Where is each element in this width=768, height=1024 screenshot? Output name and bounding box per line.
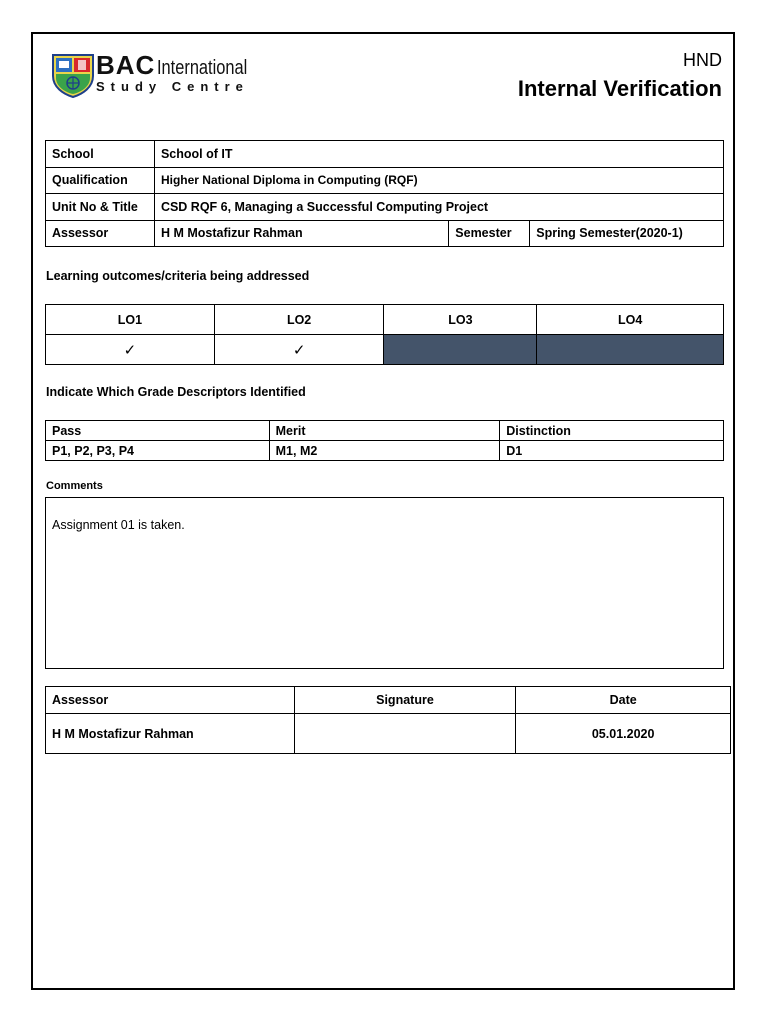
lo4-shaded-cell	[537, 335, 724, 365]
comments-label: Comments	[46, 480, 103, 492]
distinction-header: Distinction	[500, 421, 724, 441]
pass-header: Pass	[46, 421, 270, 441]
table-row	[46, 441, 724, 461]
logo-sub-text: Study Centre	[96, 79, 249, 94]
school-label: School	[46, 141, 155, 168]
signoff-table	[45, 686, 731, 754]
assessor-value: H M Mostafizur Rahman	[154, 220, 448, 247]
bac-logo-icon	[50, 52, 96, 98]
assessor-label: Assessor	[46, 220, 155, 247]
table-row	[46, 687, 731, 714]
table-row	[46, 167, 724, 194]
school-value: School of IT	[154, 141, 723, 168]
lo3-shaded-cell	[384, 335, 537, 365]
unit-value: CSD RQF 6, Managing a Successful Computing Project	[154, 194, 723, 221]
qualification-value: Higher National Diploma in Computing (RQF)	[154, 167, 723, 194]
signoff-date: 05.01.2020	[516, 714, 731, 754]
grade-descriptors-table	[45, 420, 724, 461]
program-label: HND	[683, 50, 722, 70]
lo2-header: LO2	[214, 305, 384, 335]
pass-value: P1, P2, P3, P4	[46, 441, 270, 461]
lo1-check-icon: ✓	[46, 335, 215, 365]
grade-descriptors-heading: Indicate Which Grade Descriptors Identified	[46, 385, 306, 399]
table-row	[46, 141, 724, 168]
lo2-check-icon: ✓	[214, 335, 384, 365]
semester-label: Semester	[449, 220, 530, 247]
signature-field	[294, 714, 516, 754]
learning-outcomes-heading: Learning outcomes/criteria being addressed	[46, 269, 310, 283]
table-row	[46, 421, 724, 441]
comments-text: Assignment 01 is taken.	[52, 518, 185, 532]
lo3-header: LO3	[384, 305, 537, 335]
lo4-header: LO4	[537, 305, 724, 335]
table-row	[46, 714, 731, 754]
logo-text	[96, 50, 267, 94]
table-row	[46, 305, 724, 335]
table-row	[46, 194, 724, 221]
learning-outcomes-table	[45, 304, 724, 365]
signoff-assessor-name: H M Mostafizur Rahman	[46, 714, 295, 754]
qualification-label: Qualification	[46, 167, 155, 194]
merit-header: Merit	[269, 421, 500, 441]
logo-international-text: International	[157, 57, 248, 79]
lo1-header: LO1	[46, 305, 215, 335]
logo-main-text: BAC	[96, 50, 156, 80]
page-title: Internal Verification	[517, 76, 722, 101]
semester-value: Spring Semester(2020-1)	[530, 220, 724, 247]
table-row	[46, 335, 724, 365]
signature-header: Signature	[294, 687, 516, 714]
distinction-value: D1	[500, 441, 724, 461]
unit-label: Unit No & Title	[46, 194, 155, 221]
assessor-header: Assessor	[46, 687, 295, 714]
info-table	[45, 140, 724, 247]
table-row	[46, 220, 724, 247]
date-header: Date	[516, 687, 731, 714]
merit-value: M1, M2	[269, 441, 500, 461]
